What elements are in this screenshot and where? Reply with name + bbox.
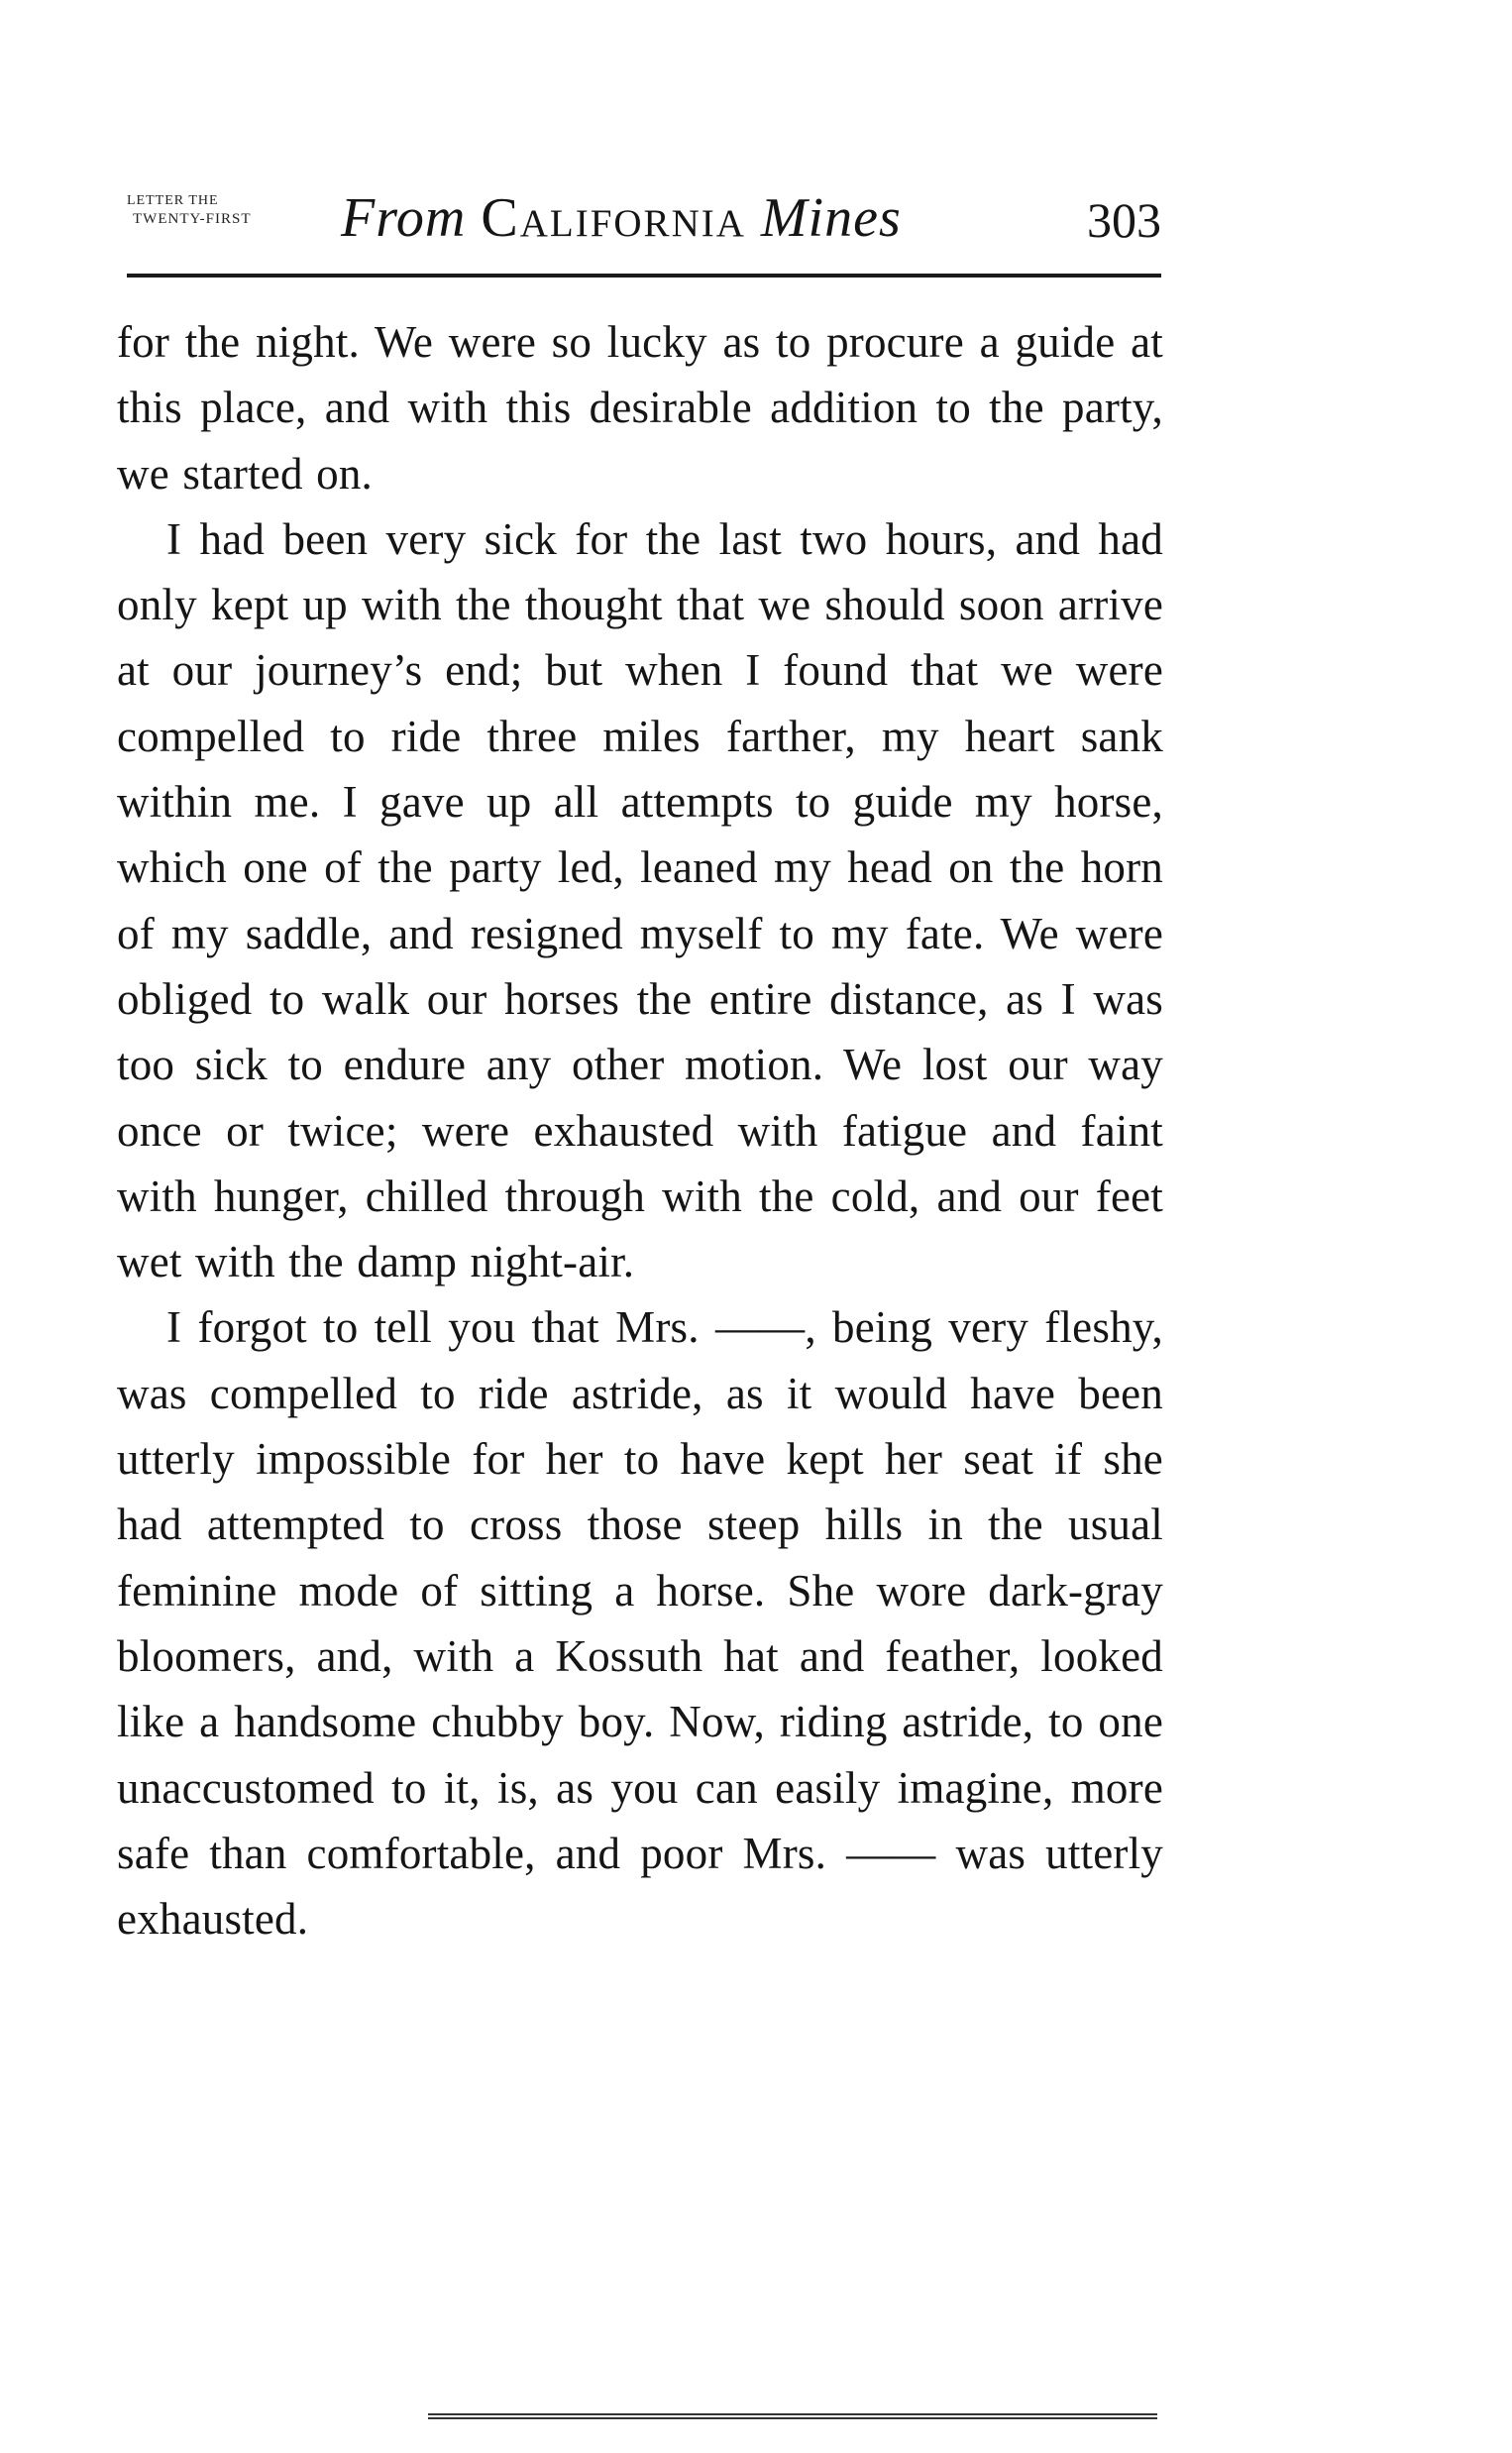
paragraph-continued: for the night. We were so lucky as to procure a guide at this place, and with this desirable addition to the party, we started on. <box>117 317 1163 499</box>
footer-rule <box>428 2413 1157 2419</box>
running-head-letter-label <box>127 192 335 228</box>
running-title-california: California <box>481 187 746 249</box>
running-title <box>341 186 1034 250</box>
page-number: 303 <box>1087 192 1161 248</box>
running-header <box>127 186 1161 256</box>
paragraph: I had been very sick for the last two hours, and had only kept up with the thought that we should soon arrive at our journey’s end; but when I found that we were compelled to ride three miles farther, my heart sank within me. I gave up all attempts to guide my horse, which one of the party led, leaned my head on the horn of my saddle, and resigned myself to my fate. We were obliged to walk our horses the entire distance, as I was too sick to endure any other motion. We lost our way once or twice; were exhausted with fatigue and faint with hunger, chilled through with the cold, and our feet wet with the damp night-air. <box>117 513 1163 1287</box>
header-rule <box>127 274 1161 278</box>
body-text <box>117 309 1163 1951</box>
running-title-mines: Mines <box>760 187 902 249</box>
letter-label-line-1: LETTER THE <box>127 193 219 208</box>
letter-label-line-2: TWENTY-FIRST <box>133 211 252 227</box>
running-title-from: From <box>341 187 467 249</box>
paragraph: I forgot to tell you that Mrs. ——, being very fleshy, was compelled to ride astride, as it would have been utterly impossible for her to have kept her seat if she had attempted to cross those steep hills in the usual feminine mode of sitting a horse. She wore dark-gray bloomers, and, with a Kossuth hat and feather, looked like a handsome chubby boy. Now, riding astride, to one unaccustomed to it, is, as you can easily imagine, more safe than comfortable, and poor Mrs. —— was utterly exhausted. <box>117 1302 1163 1945</box>
